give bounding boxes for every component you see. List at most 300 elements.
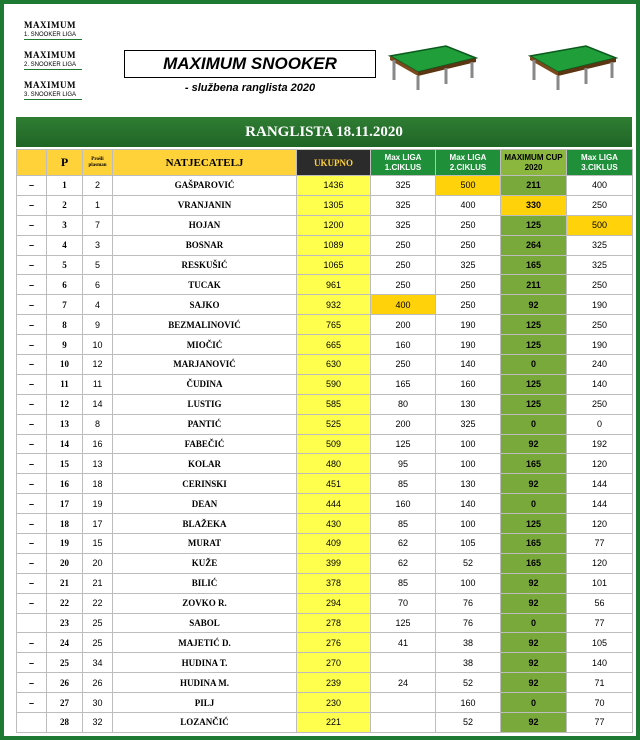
ml3-points: 120: [567, 553, 633, 573]
player-name: PILJ: [113, 693, 297, 713]
prev-rank-cell: 14: [83, 394, 113, 414]
cup-points: 165: [501, 255, 567, 275]
total-points: 480: [297, 454, 371, 474]
ml1-points: 70: [371, 593, 436, 613]
ml1-points: 95: [371, 454, 436, 474]
total-points: 430: [297, 514, 371, 534]
rank-cell: 2: [47, 195, 83, 215]
table-row: [17, 494, 633, 514]
ml2-points: 140: [436, 355, 501, 375]
prev-rank-cell: 20: [83, 553, 113, 573]
table-row: [17, 255, 633, 275]
snooker-table-icon: [524, 42, 620, 92]
prev-rank-cell: 18: [83, 474, 113, 494]
prev-rank-cell: 5: [83, 255, 113, 275]
trend-cell: –: [17, 534, 47, 554]
total-points: 590: [297, 374, 371, 394]
trend-cell: –: [17, 255, 47, 275]
ml3-points: 120: [567, 514, 633, 534]
rank-cell: 20: [47, 553, 83, 573]
cup-points: 125: [501, 374, 567, 394]
table-row: [17, 414, 633, 434]
player-name: FABEČIĆ: [113, 434, 297, 454]
total-points: 409: [297, 534, 371, 554]
rank-cell: 14: [47, 434, 83, 454]
rank-cell: 26: [47, 673, 83, 693]
cup-points: 0: [501, 494, 567, 514]
prev-rank-cell: 6: [83, 275, 113, 295]
ml1-points: 24: [371, 673, 436, 693]
prev-rank-cell: 8: [83, 414, 113, 434]
cup-points: 125: [501, 335, 567, 355]
table-row: [17, 275, 633, 295]
table-body: [17, 176, 633, 733]
ml1-points: 325: [371, 215, 436, 235]
col-total: UKUPNO: [297, 150, 371, 176]
ml1-points: 250: [371, 235, 436, 255]
prev-rank-cell: 25: [83, 633, 113, 653]
rank-cell: 6: [47, 275, 83, 295]
ml3-points: 250: [567, 394, 633, 414]
prev-rank-cell: 26: [83, 673, 113, 693]
col-prev-rank: Prošli plasman: [83, 150, 113, 176]
rank-cell: 5: [47, 255, 83, 275]
ml3-points: 77: [567, 534, 633, 554]
player-name: DEAN: [113, 494, 297, 514]
ml2-points: 100: [436, 514, 501, 534]
total-points: 278: [297, 613, 371, 633]
prev-rank-cell: 32: [83, 713, 113, 733]
player-name: PANTIĆ: [113, 414, 297, 434]
table-row: [17, 514, 633, 534]
trend-cell: –: [17, 454, 47, 474]
ml2-points: 100: [436, 434, 501, 454]
total-points: 276: [297, 633, 371, 653]
ml3-points: 250: [567, 275, 633, 295]
trend-cell: –: [17, 215, 47, 235]
prev-rank-cell: 7: [83, 215, 113, 235]
ml2-points: 130: [436, 474, 501, 494]
ml2-points: 52: [436, 713, 501, 733]
player-name: ZOVKO R.: [113, 593, 297, 613]
ml1-points: 41: [371, 633, 436, 653]
table-row: [17, 454, 633, 474]
ml2-points: 160: [436, 374, 501, 394]
ml1-points: 250: [371, 255, 436, 275]
table-row: [17, 355, 633, 375]
player-name: BILIĆ: [113, 573, 297, 593]
ml3-points: 144: [567, 474, 633, 494]
prev-rank-cell: 9: [83, 315, 113, 335]
ml2-points: 76: [436, 613, 501, 633]
table-row: [17, 693, 633, 713]
ml2-points: 105: [436, 534, 501, 554]
rank-cell: 22: [47, 593, 83, 613]
ml3-points: 250: [567, 315, 633, 335]
player-name: HUDINA M.: [113, 673, 297, 693]
prev-rank-cell: 1: [83, 195, 113, 215]
total-points: 444: [297, 494, 371, 514]
ml2-points: 52: [436, 553, 501, 573]
table-row: [17, 195, 633, 215]
rank-cell: 24: [47, 633, 83, 653]
ml2-points: 250: [436, 295, 501, 315]
player-name: SAJKO: [113, 295, 297, 315]
prev-rank-cell: 34: [83, 653, 113, 673]
trend-cell: –: [17, 434, 47, 454]
trend-cell: –: [17, 335, 47, 355]
rank-cell: 21: [47, 573, 83, 593]
ml3-points: 56: [567, 593, 633, 613]
total-points: 509: [297, 434, 371, 454]
ml1-points: 85: [371, 474, 436, 494]
logo-liga-3: [24, 80, 94, 104]
col-rank: P: [47, 150, 83, 176]
ml1-points: 165: [371, 374, 436, 394]
prev-rank-cell: 3: [83, 235, 113, 255]
col-ml1: Max LIGA 1.CIKLUS: [371, 150, 436, 176]
trend-cell: –: [17, 573, 47, 593]
cup-points: 125: [501, 315, 567, 335]
ml2-points: 500: [436, 176, 501, 196]
table-row: [17, 653, 633, 673]
cup-points: 165: [501, 553, 567, 573]
total-points: 961: [297, 275, 371, 295]
prev-rank-cell: 16: [83, 434, 113, 454]
table-row: [17, 335, 633, 355]
trend-cell: –: [17, 275, 47, 295]
trend-cell: –: [17, 394, 47, 414]
trend-cell: –: [17, 593, 47, 613]
logo-league: 3. SNOOKER LIGA: [24, 91, 82, 100]
player-name: BOSNAR: [113, 235, 297, 255]
ml2-points: 325: [436, 255, 501, 275]
table-row: [17, 573, 633, 593]
total-points: 294: [297, 593, 371, 613]
ml3-points: 325: [567, 255, 633, 275]
ml1-points: [371, 693, 436, 713]
ml3-points: 0: [567, 414, 633, 434]
total-points: 1200: [297, 215, 371, 235]
ml3-points: 190: [567, 295, 633, 315]
ml2-points: 140: [436, 494, 501, 514]
prev-rank-cell: 25: [83, 613, 113, 633]
cup-points: 330: [501, 195, 567, 215]
total-points: 1436: [297, 176, 371, 196]
ml2-points: 100: [436, 454, 501, 474]
cup-points: 92: [501, 713, 567, 733]
total-points: 378: [297, 573, 371, 593]
col-ml2: Max LIGA 2.CIKLUS: [436, 150, 501, 176]
cup-points: 92: [501, 633, 567, 653]
cup-points: 211: [501, 176, 567, 196]
ml2-points: 76: [436, 593, 501, 613]
trend-cell: [17, 613, 47, 633]
player-name: LOZANČIĆ: [113, 713, 297, 733]
rank-cell: 13: [47, 414, 83, 434]
logo-liga-1: [24, 20, 94, 44]
table-row: [17, 295, 633, 315]
table-row: [17, 534, 633, 554]
player-name: RESKUŠIĆ: [113, 255, 297, 275]
trend-cell: [17, 713, 47, 733]
ml1-points: 250: [371, 355, 436, 375]
ml1-points: [371, 713, 436, 733]
cup-points: 92: [501, 573, 567, 593]
total-points: 585: [297, 394, 371, 414]
rank-cell: 8: [47, 315, 83, 335]
total-points: 765: [297, 315, 371, 335]
ml2-points: 100: [436, 573, 501, 593]
rank-cell: 4: [47, 235, 83, 255]
player-name: MURAT: [113, 534, 297, 554]
cup-points: 92: [501, 593, 567, 613]
trend-cell: –: [17, 355, 47, 375]
ml3-points: 71: [567, 673, 633, 693]
cup-points: 0: [501, 613, 567, 633]
ml3-points: 400: [567, 176, 633, 196]
trend-cell: –: [17, 474, 47, 494]
total-points: 270: [297, 653, 371, 673]
ml2-points: 250: [436, 275, 501, 295]
player-name: HOJAN: [113, 215, 297, 235]
ml2-points: 130: [436, 394, 501, 414]
player-name: ČUDINA: [113, 374, 297, 394]
total-points: 1065: [297, 255, 371, 275]
player-name: KUŽE: [113, 553, 297, 573]
ml3-points: 190: [567, 335, 633, 355]
prev-rank-cell: 22: [83, 593, 113, 613]
ml3-points: 140: [567, 374, 633, 394]
trend-cell: –: [17, 374, 47, 394]
ml3-points: 77: [567, 713, 633, 733]
trend-cell: –: [17, 693, 47, 713]
ml2-points: 52: [436, 673, 501, 693]
total-points: 630: [297, 355, 371, 375]
cup-points: 92: [501, 434, 567, 454]
trend-cell: –: [17, 553, 47, 573]
total-points: 1089: [297, 235, 371, 255]
trend-cell: –: [17, 494, 47, 514]
ranking-table: [16, 149, 633, 733]
prev-rank-cell: 11: [83, 374, 113, 394]
prev-rank-cell: 4: [83, 295, 113, 315]
table-row: [17, 235, 633, 255]
ml3-points: 140: [567, 653, 633, 673]
prev-rank-cell: 2: [83, 176, 113, 196]
table-row: [17, 474, 633, 494]
ml1-points: 325: [371, 176, 436, 196]
rank-cell: 23: [47, 613, 83, 633]
logo-brand: MAXIMUM: [24, 80, 76, 90]
rank-cell: 19: [47, 534, 83, 554]
prev-rank-cell: 10: [83, 335, 113, 355]
rank-cell: 1: [47, 176, 83, 196]
cup-points: 92: [501, 295, 567, 315]
cup-points: 165: [501, 534, 567, 554]
ml2-points: 190: [436, 335, 501, 355]
ml1-points: 250: [371, 275, 436, 295]
trend-cell: –: [17, 514, 47, 534]
table-row: [17, 553, 633, 573]
cup-points: 125: [501, 394, 567, 414]
prev-rank-cell: 15: [83, 534, 113, 554]
table-row: [17, 176, 633, 196]
rank-cell: 7: [47, 295, 83, 315]
rank-cell: 25: [47, 653, 83, 673]
prev-rank-cell: 21: [83, 573, 113, 593]
player-name: TUCAK: [113, 275, 297, 295]
cup-points: 125: [501, 514, 567, 534]
cup-points: 211: [501, 275, 567, 295]
ml2-points: 400: [436, 195, 501, 215]
trend-cell: –: [17, 176, 47, 196]
player-name: BLAŽEKA: [113, 514, 297, 534]
ml3-points: 250: [567, 195, 633, 215]
col-ml3: Max LIGA 3.CIKLUS: [567, 150, 633, 176]
col-name: NATJECATELJ: [113, 150, 297, 176]
ml1-points: 400: [371, 295, 436, 315]
player-name: VRANJANIN: [113, 195, 297, 215]
ml1-points: 160: [371, 494, 436, 514]
rank-cell: 9: [47, 335, 83, 355]
ml2-points: 160: [436, 693, 501, 713]
rank-cell: 17: [47, 494, 83, 514]
prev-rank-cell: 12: [83, 355, 113, 375]
rank-cell: 10: [47, 355, 83, 375]
cup-points: 165: [501, 454, 567, 474]
player-name: LUSTIG: [113, 394, 297, 414]
trend-cell: –: [17, 315, 47, 335]
rank-cell: 16: [47, 474, 83, 494]
ml1-points: 62: [371, 534, 436, 554]
logo-brand: MAXIMUM: [24, 50, 76, 60]
header: [12, 12, 636, 112]
rank-cell: 27: [47, 693, 83, 713]
ml2-points: 190: [436, 315, 501, 335]
cup-points: 0: [501, 355, 567, 375]
player-name: CERINSKI: [113, 474, 297, 494]
player-name: MAJETIĆ D.: [113, 633, 297, 653]
snooker-table-icon: [384, 42, 480, 92]
ml1-points: 160: [371, 335, 436, 355]
ml1-points: 80: [371, 394, 436, 414]
player-name: KOLAR: [113, 454, 297, 474]
player-name: SABOL: [113, 613, 297, 633]
logo-league: 1. SNOOKER LIGA: [24, 31, 82, 40]
table-row: [17, 374, 633, 394]
prev-rank-cell: 19: [83, 494, 113, 514]
ml2-points: 250: [436, 235, 501, 255]
trend-cell: –: [17, 195, 47, 215]
ml1-points: 325: [371, 195, 436, 215]
logo-league: 2. SNOOKER LIGA: [24, 61, 82, 70]
ml1-points: 125: [371, 613, 436, 633]
cup-points: 92: [501, 653, 567, 673]
ml2-points: 38: [436, 653, 501, 673]
ml3-points: 325: [567, 235, 633, 255]
logo-brand: MAXIMUM: [24, 20, 76, 30]
player-name: GAŠPAROVIĆ: [113, 176, 297, 196]
total-points: 221: [297, 713, 371, 733]
rank-cell: 11: [47, 374, 83, 394]
rank-cell: 15: [47, 454, 83, 474]
table-row: [17, 713, 633, 733]
table-row: [17, 434, 633, 454]
prev-rank-cell: 30: [83, 693, 113, 713]
ranking-banner: RANGLISTA 18.11.2020: [16, 117, 632, 147]
table-row: [17, 593, 633, 613]
total-points: 525: [297, 414, 371, 434]
table-header-row: [17, 150, 633, 176]
cup-points: 0: [501, 414, 567, 434]
table-row: [17, 215, 633, 235]
ml2-points: 38: [436, 633, 501, 653]
trend-cell: –: [17, 414, 47, 434]
ml1-points: 85: [371, 514, 436, 534]
rank-cell: 28: [47, 713, 83, 733]
logo-liga-2: [24, 50, 94, 74]
ml3-points: 77: [567, 613, 633, 633]
player-name: MIOČIĆ: [113, 335, 297, 355]
ml2-points: 250: [436, 215, 501, 235]
ml1-points: 200: [371, 414, 436, 434]
ml3-points: 101: [567, 573, 633, 593]
ml1-points: [371, 653, 436, 673]
rank-cell: 3: [47, 215, 83, 235]
prev-rank-cell: 17: [83, 514, 113, 534]
table-row: [17, 315, 633, 335]
player-name: HUDINA T.: [113, 653, 297, 673]
cup-points: 92: [501, 474, 567, 494]
trend-cell: –: [17, 653, 47, 673]
total-points: 665: [297, 335, 371, 355]
page-subtitle: - službena ranglista 2020: [184, 82, 316, 94]
trend-cell: –: [17, 633, 47, 653]
cup-points: 264: [501, 235, 567, 255]
cup-points: 92: [501, 673, 567, 693]
trend-cell: –: [17, 673, 47, 693]
col-cup: MAXIMUM CUP 2020: [501, 150, 567, 176]
total-points: 399: [297, 553, 371, 573]
total-points: 239: [297, 673, 371, 693]
ml3-points: 500: [567, 215, 633, 235]
page-title: MAXIMUM SNOOKER: [124, 50, 376, 78]
table-row: [17, 613, 633, 633]
ml1-points: 125: [371, 434, 436, 454]
prev-rank-cell: 13: [83, 454, 113, 474]
trend-cell: –: [17, 235, 47, 255]
rank-cell: 18: [47, 514, 83, 534]
player-name: BEZMALINOVIĆ: [113, 315, 297, 335]
player-name: MARJANOVIĆ: [113, 355, 297, 375]
rank-cell: 12: [47, 394, 83, 414]
trend-cell: –: [17, 295, 47, 315]
ml2-points: 325: [436, 414, 501, 434]
ml3-points: 144: [567, 494, 633, 514]
cup-points: 0: [501, 693, 567, 713]
ml3-points: 120: [567, 454, 633, 474]
ml3-points: 70: [567, 693, 633, 713]
ml1-points: 62: [371, 553, 436, 573]
ml3-points: 240: [567, 355, 633, 375]
ml1-points: 200: [371, 315, 436, 335]
total-points: 230: [297, 693, 371, 713]
total-points: 1305: [297, 195, 371, 215]
table-row: [17, 394, 633, 414]
ml3-points: 192: [567, 434, 633, 454]
total-points: 932: [297, 295, 371, 315]
